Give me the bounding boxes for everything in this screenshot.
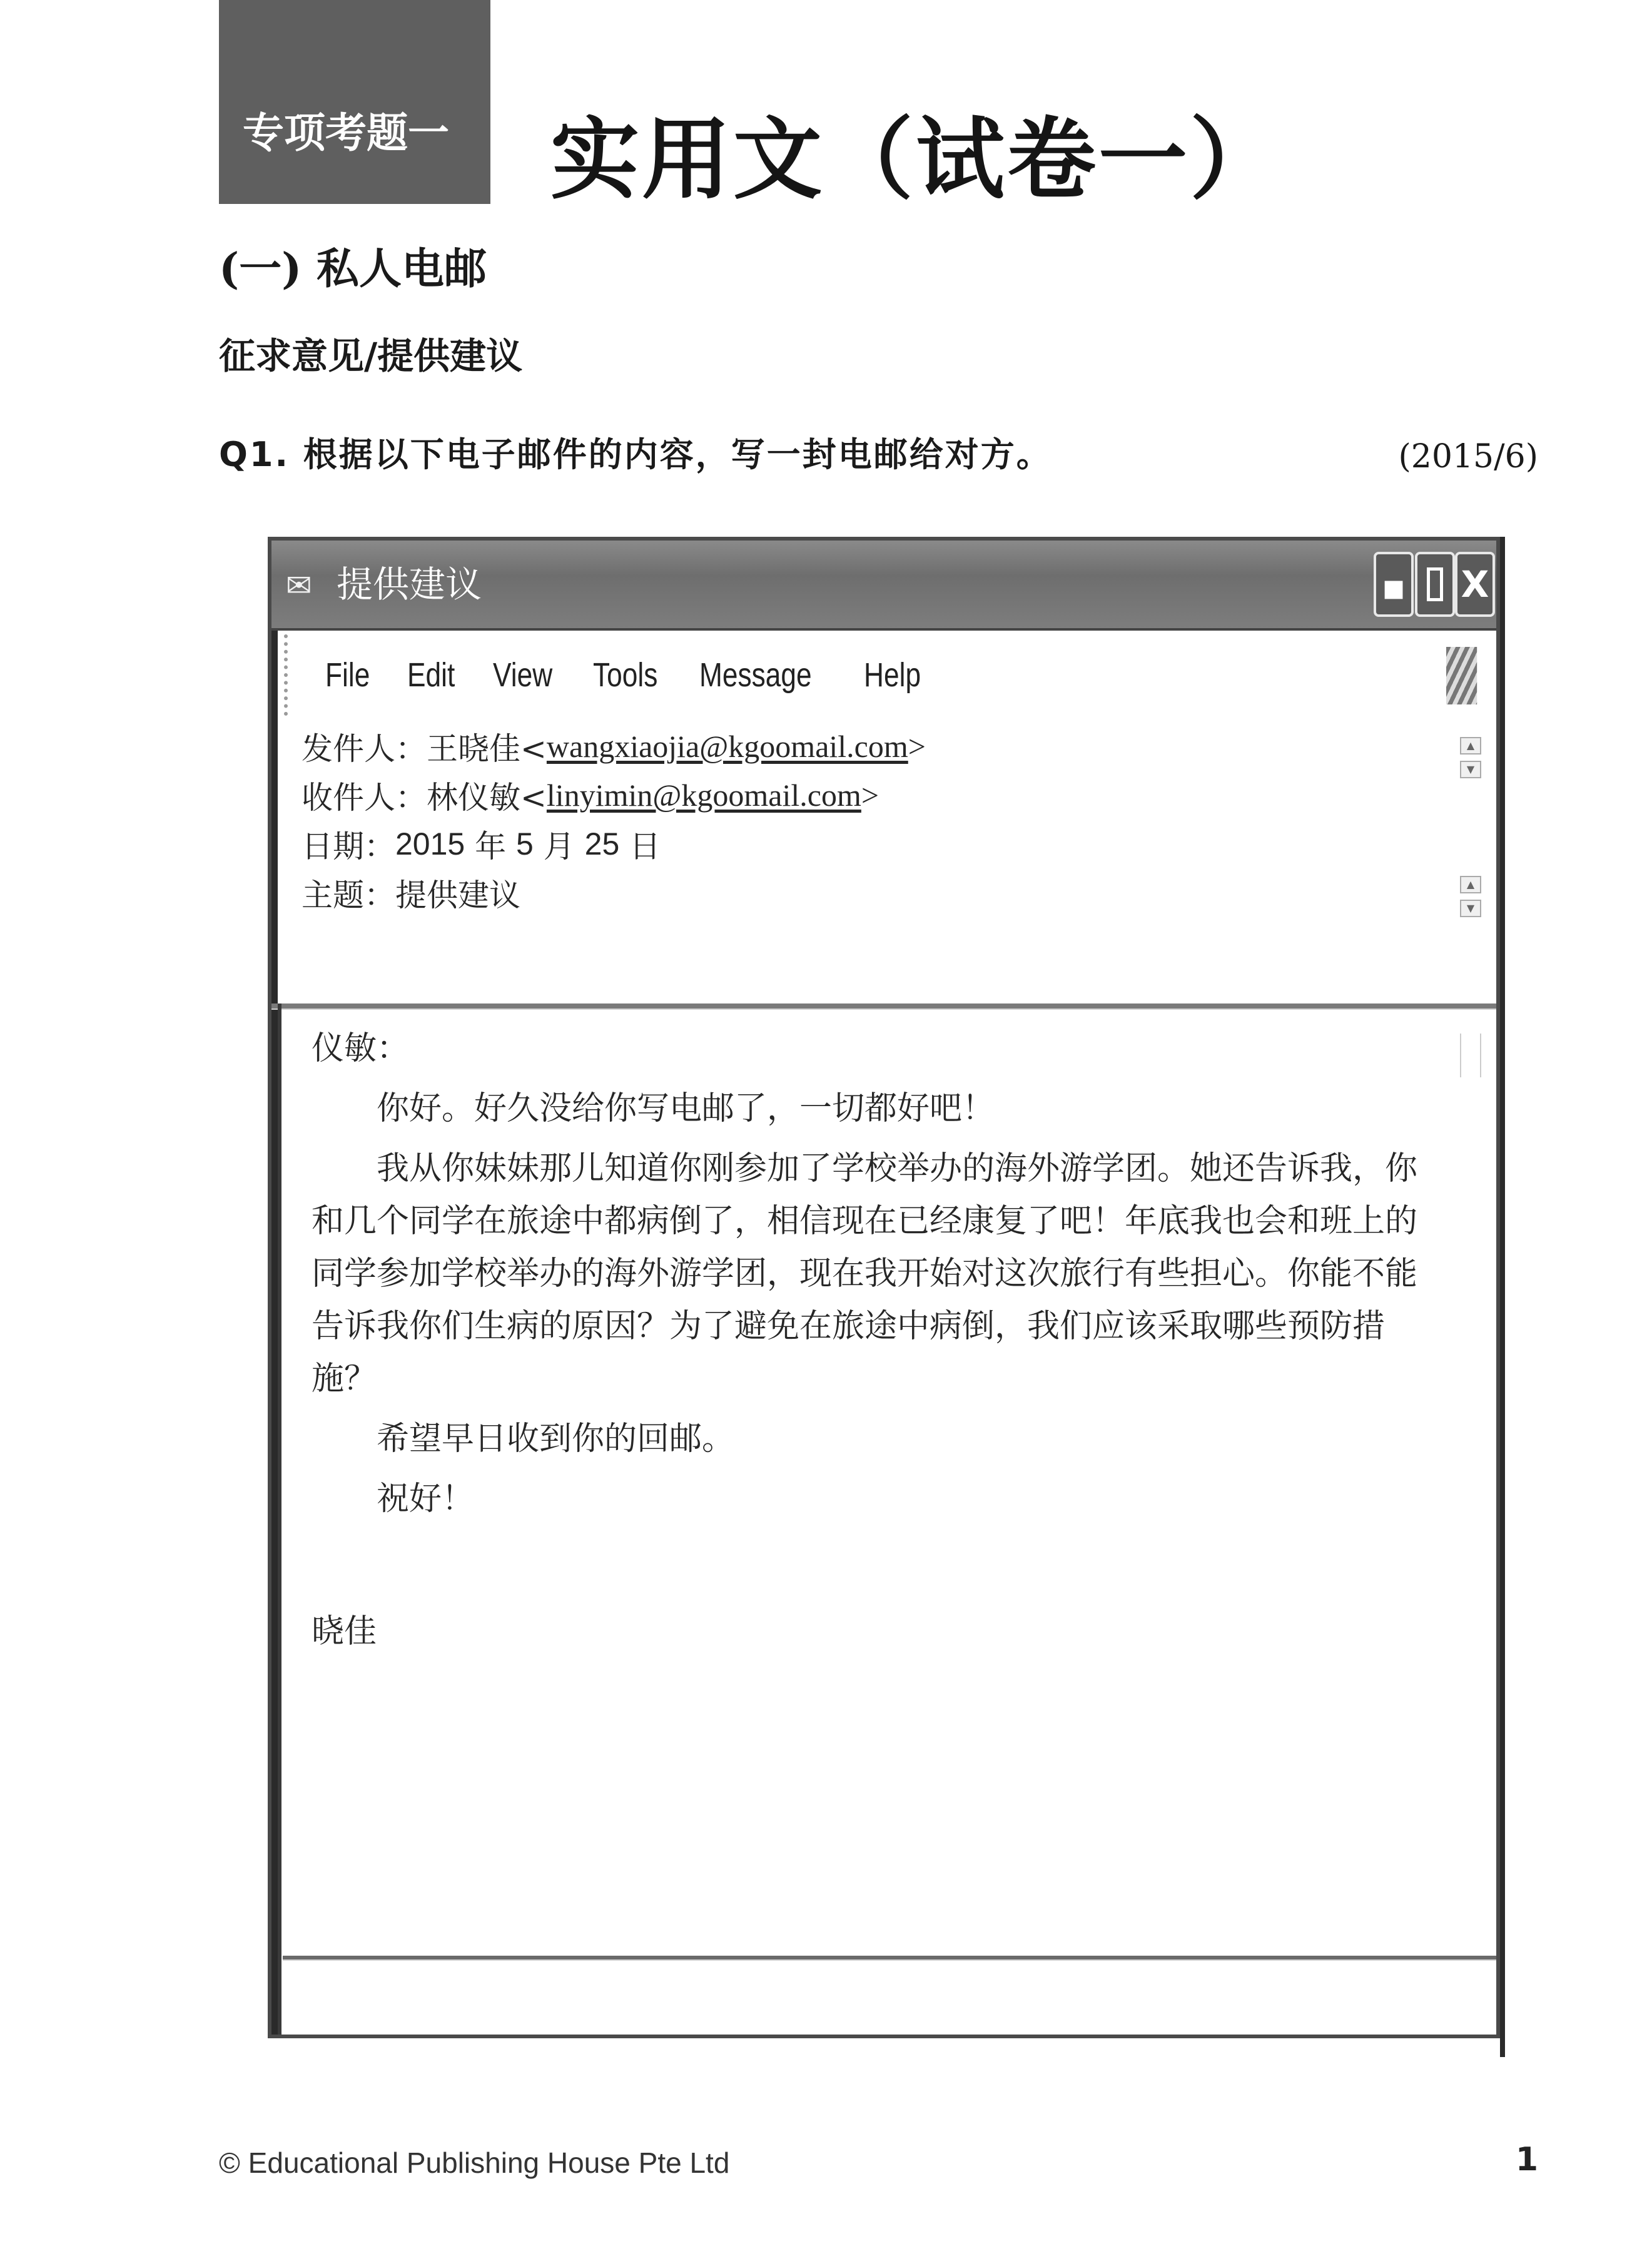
- close-button[interactable]: [1455, 552, 1495, 617]
- compose-divider: [271, 1003, 1496, 1010]
- greeting: 仪敏：: [312, 1030, 410, 1067]
- window-titlebar[interactable]: [271, 541, 1496, 631]
- to-label: 收件人：: [302, 780, 427, 816]
- date-day-unit: 日: [619, 828, 661, 865]
- scroll-up-icon[interactable]: ▲: [1460, 876, 1481, 893]
- menu-message[interactable]: Message: [699, 656, 812, 694]
- from-name: 王晓佳<: [427, 731, 547, 767]
- window-title: 提供建议: [337, 563, 482, 606]
- section-badge: [219, 0, 490, 204]
- compose-left-border: [278, 1003, 281, 2035]
- minimize-button[interactable]: [1374, 552, 1414, 617]
- main-paragraph: 我从你妹妹那儿知道你刚参加了学校举办的海外游学团。她还告诉我，你和几个同学在旅途中都病倒了，相信现在已经康复了吧！年底我也会和班上的同学参加学校举办的海外游学团，现在我开始对这次旅行有些担心。你能不能告诉我你们生病的原因？为了避免在旅途中病倒，我们应该采取哪些预防措施？: [312, 1150, 1418, 1398]
- subject-field: [302, 868, 1421, 917]
- to-email[interactable]: linyimin@kgoomail.com: [546, 778, 861, 813]
- date-label: 日期：: [302, 828, 395, 865]
- menu-help[interactable]: Help: [864, 656, 921, 694]
- minimize-icon: ▪: [1381, 566, 1406, 608]
- opening-paragraph: 你好。好久没给你写电邮了，一切都好吧！: [377, 1090, 995, 1127]
- date-year-unit: 年: [465, 828, 517, 865]
- envelope-icon: ✉: [286, 567, 312, 604]
- to-field: [302, 771, 1421, 820]
- body-scrollbar[interactable]: [1460, 1034, 1481, 1077]
- subject-value[interactable]: 提供建议: [395, 877, 520, 913]
- maximize-icon: [1427, 567, 1443, 601]
- scroll-down-icon[interactable]: ▼: [1460, 761, 1481, 778]
- subsection-heading: 征求意见/提供建议: [219, 335, 523, 377]
- menu-edit[interactable]: Edit: [407, 656, 455, 694]
- to-name: 林仪敏<: [427, 780, 547, 816]
- from-close: >: [908, 729, 926, 764]
- email-window: [268, 537, 1500, 2038]
- wish-line: 祝好！: [377, 1480, 475, 1518]
- date-month: 5: [516, 826, 534, 861]
- date-field: [302, 820, 1421, 868]
- scroll-down-icon[interactable]: ▼: [1460, 900, 1481, 917]
- from-label: 发件人：: [302, 731, 427, 767]
- window-shadow: [1500, 537, 1505, 2057]
- email-header-fields: [302, 722, 1421, 917]
- windows-flag-icon: [1446, 647, 1477, 704]
- date-year: 2015: [395, 826, 465, 861]
- badge-label: 专项考题一: [243, 109, 449, 157]
- to-close: >: [861, 778, 879, 813]
- question-text: Q1. 根据以下电子邮件的内容，写一封电邮给对方。: [219, 435, 1052, 474]
- copyright-text: © Educational Publishing House Pte Ltd: [219, 2147, 730, 2179]
- scroll-up-icon[interactable]: ▲: [1460, 737, 1481, 755]
- menu-file[interactable]: File: [325, 656, 370, 694]
- close-icon: X: [1461, 563, 1489, 606]
- page-number: 1: [1515, 2141, 1538, 2178]
- signature: 晓佳: [312, 1613, 377, 1650]
- date-day: 25: [584, 826, 620, 861]
- from-field: [302, 722, 1421, 771]
- question-year: (2015/6): [1398, 438, 1538, 475]
- menu-bar: [284, 634, 1484, 716]
- date-month-unit: 月: [533, 828, 585, 865]
- page-title: 实用文（试卷一）: [550, 108, 1281, 211]
- maximize-button[interactable]: [1415, 552, 1455, 617]
- menu-tools[interactable]: Tools: [593, 656, 658, 694]
- subject-label: 主题：: [302, 877, 395, 913]
- menu-view[interactable]: View: [493, 656, 553, 694]
- section-heading: (一) 私人电邮: [219, 244, 487, 294]
- status-divider: [283, 1956, 1496, 1961]
- email-body[interactable]: [312, 1022, 1431, 1658]
- closing-line: 希望早日收到你的回邮。: [377, 1420, 735, 1458]
- from-email[interactable]: wangxiaojia@kgoomail.com: [546, 729, 908, 764]
